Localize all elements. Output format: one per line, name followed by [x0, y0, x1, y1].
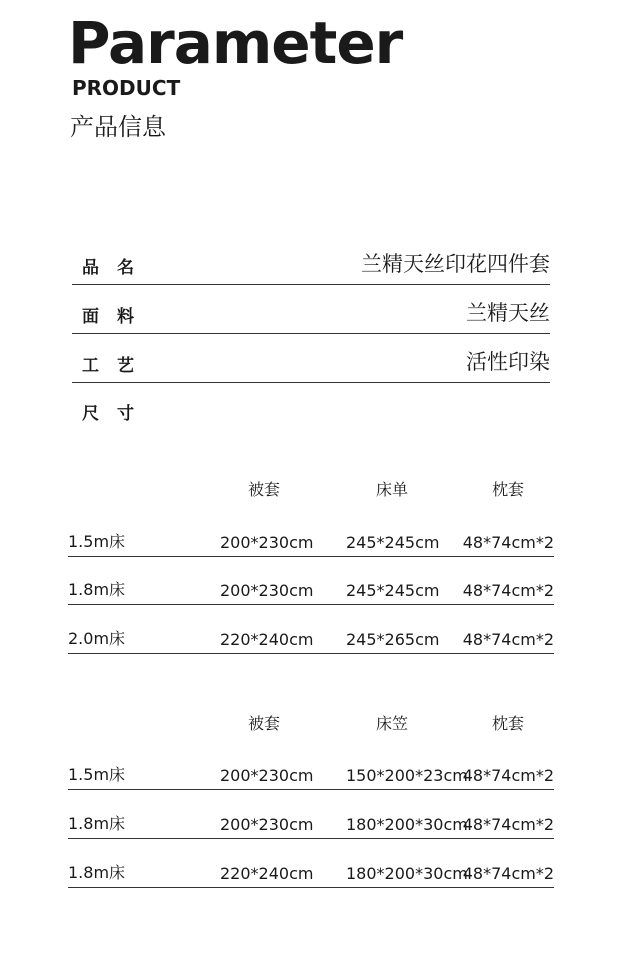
- table-cell: 1.5m床: [68, 532, 126, 551]
- spec-value: 兰精天丝: [466, 301, 550, 325]
- page-cn-title: 产品信息: [70, 113, 166, 141]
- table-row: [68, 759, 554, 790]
- table-cell: 200*230cm: [220, 533, 314, 552]
- table-cell: 2.0m床: [68, 629, 126, 648]
- page-subtitle: PRODUCT: [72, 76, 181, 100]
- spec-label: 尺寸: [82, 404, 152, 424]
- table-header-cell: 枕套: [491, 714, 524, 733]
- table-cell: 1.5m床: [68, 765, 126, 784]
- table-row: [68, 526, 554, 557]
- table-cell: 48*74cm*2: [462, 815, 554, 834]
- table-cell: 200*230cm: [220, 581, 314, 600]
- table-cell: 180*200*30cm: [346, 864, 468, 883]
- table-header-cell: 被套: [247, 480, 280, 499]
- table-cell: 48*74cm*2: [462, 766, 554, 785]
- spec-row-name: [72, 248, 550, 285]
- spec-row-size: [72, 394, 550, 430]
- table-header-cell: 床笠: [375, 714, 408, 733]
- table-row: [68, 623, 554, 654]
- table-cell: 180*200*30cm: [346, 815, 468, 834]
- spec-label: 工艺: [82, 356, 152, 376]
- table-cell: 48*74cm*2: [462, 630, 554, 649]
- table-cell: 1.8m床: [68, 814, 126, 833]
- table-row: [68, 857, 554, 888]
- table-header-cell: 枕套: [491, 480, 524, 499]
- table-cell: 245*245cm: [346, 533, 440, 552]
- table-cell: 220*240cm: [220, 864, 314, 883]
- table-cell: 245*245cm: [346, 581, 440, 600]
- table-header-cell: 床单: [375, 480, 408, 499]
- spec-value: 活性印染: [466, 350, 550, 374]
- table-cell: 1.8m床: [68, 580, 126, 599]
- table-cell: 1.8m床: [68, 863, 126, 882]
- table-cell: 48*74cm*2: [462, 533, 554, 552]
- table-cell: 48*74cm*2: [462, 864, 554, 883]
- table-cell: 48*74cm*2: [462, 581, 554, 600]
- table-cell: 200*230cm: [220, 766, 314, 785]
- table-row: [68, 574, 554, 605]
- spec-label: 面料: [82, 307, 152, 327]
- table-cell: 220*240cm: [220, 630, 314, 649]
- spec-row-craft: [72, 346, 550, 383]
- table-cell: 245*265cm: [346, 630, 440, 649]
- table-cell: 200*230cm: [220, 815, 314, 834]
- table-header-cell: 被套: [247, 714, 280, 733]
- spec-value: 兰精天丝印花四件套: [361, 252, 550, 276]
- spec-row-fabric: [72, 297, 550, 334]
- page-title: Parameter: [68, 9, 403, 77]
- spec-label: 品名: [82, 258, 152, 278]
- table-cell: 150*200*23cm: [346, 766, 468, 785]
- table-row: [68, 808, 554, 839]
